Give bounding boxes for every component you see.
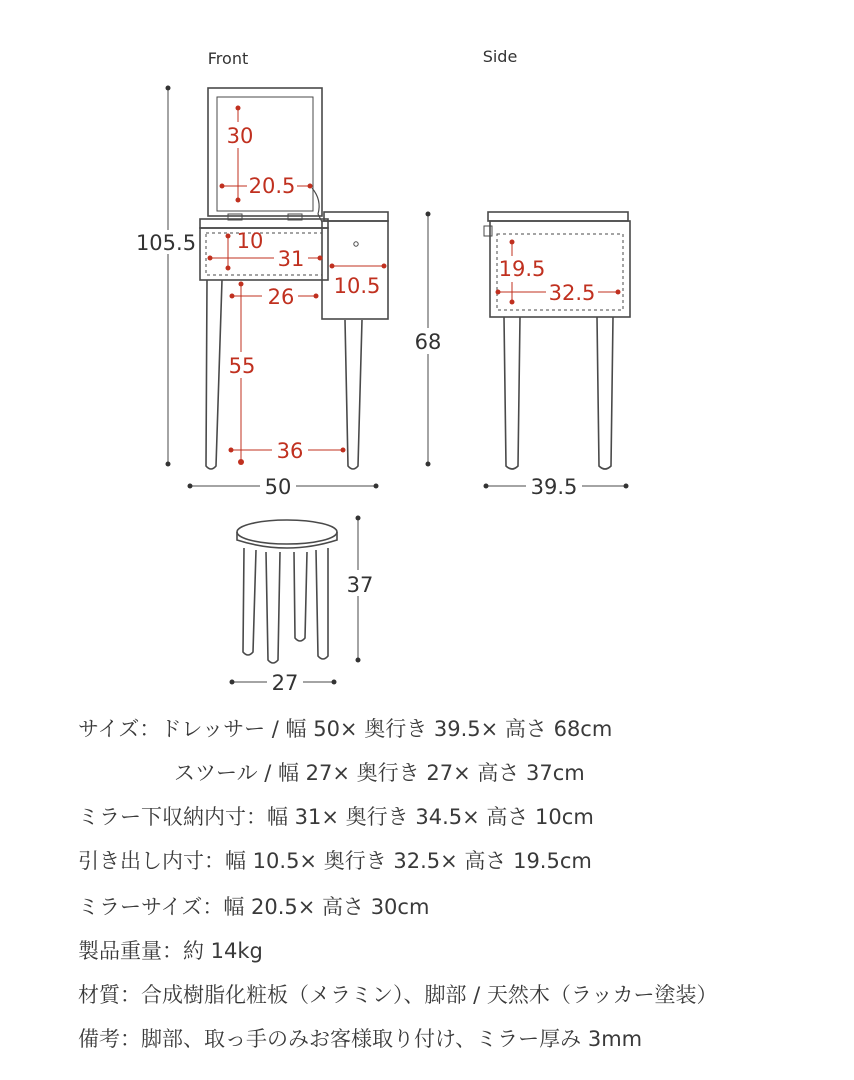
side-right-leg [597,317,613,469]
leg-height-label: 55 [228,354,256,378]
spec-mirror-size: ミラーサイズ：幅 20.5× 高さ 30cm [78,895,430,919]
side-left-leg [504,317,520,469]
dresser-side-drawing [484,212,630,469]
mirror-width-label: 20.5 [248,174,296,198]
dresser-top-front [200,219,328,228]
stool-seat-top [237,520,337,544]
spec-weight: 製品重量：約 14kg [78,939,263,963]
side-drawer-height-label: 19.5 [498,257,546,281]
table-height-label: 68 [414,330,442,354]
knee-width-dimension [230,284,319,309]
side-depth-label: 39.5 [530,475,578,499]
front-width-label: 50 [264,475,292,499]
stool-leg-1 [243,548,256,655]
stool-drawing [237,520,337,663]
total-height-dimension [136,86,196,467]
side-depth-dimension [484,474,629,499]
leg-height-dimension [226,282,258,466]
stool-leg-3 [294,552,307,641]
stool-height-label: 37 [346,573,374,597]
dresser-top-side [488,212,628,221]
drawer-knob [354,242,358,246]
storage-height-label: 10 [236,229,264,253]
side-view-label: Side [482,47,518,66]
spec-drawer-inner: 引き出し内寸：幅 10.5× 奥行き 32.5× 高さ 19.5cm [78,849,592,873]
dresser-body-front [200,228,328,280]
stool-width-label: 27 [271,671,299,695]
stool-leg-4 [316,548,328,659]
storage-height-dimension [226,229,264,271]
spec-size-stool: スツール / 幅 27× 奥行き 27× 高さ 37cm [174,761,585,785]
stool-leg-2 [266,552,280,663]
spec-notes: 備考：脚部、取っ手のみお客様取り付け、ミラー厚み 3mm [78,1027,643,1051]
spec-size-dresser: サイズ：ドレッサー / 幅 50× 奥行き 39.5× 高さ 68cm [78,717,613,741]
drawer-cabinet-front [322,221,388,319]
leg-spacing-label: 36 [276,439,304,463]
storage-width-label: 31 [277,247,305,271]
side-drawer-height-dimension [498,240,546,305]
front-width-dimension [188,474,379,499]
side-drawer-depth-label: 32.5 [548,281,596,305]
spec-storage-inner: ミラー下収納内寸：幅 31× 奥行き 34.5× 高さ 10cm [78,805,594,829]
front-right-leg [345,320,362,469]
stool-height-dimension [342,516,378,663]
spec-material: 材質：合成樹脂化粧板（メラミン）、脚部 / 天然木（ラッカー塗装） [78,983,718,1007]
stool-width-dimension [230,670,337,695]
drawer-cabinet-top [324,212,388,221]
table-height-dimension [410,212,446,467]
mirror-height-label: 30 [226,124,254,148]
mirror-width-dimension [220,174,313,198]
drawer-width-dimension [330,264,387,299]
leg-spacing-dimension [229,438,346,463]
total-height-label: 105.5 [135,231,197,255]
knee-width-label: 26 [267,285,295,309]
front-left-leg [206,280,222,469]
storage-width-dimension [208,246,323,271]
drawer-width-label: 10.5 [333,274,381,298]
front-view-label: Front [207,49,249,68]
